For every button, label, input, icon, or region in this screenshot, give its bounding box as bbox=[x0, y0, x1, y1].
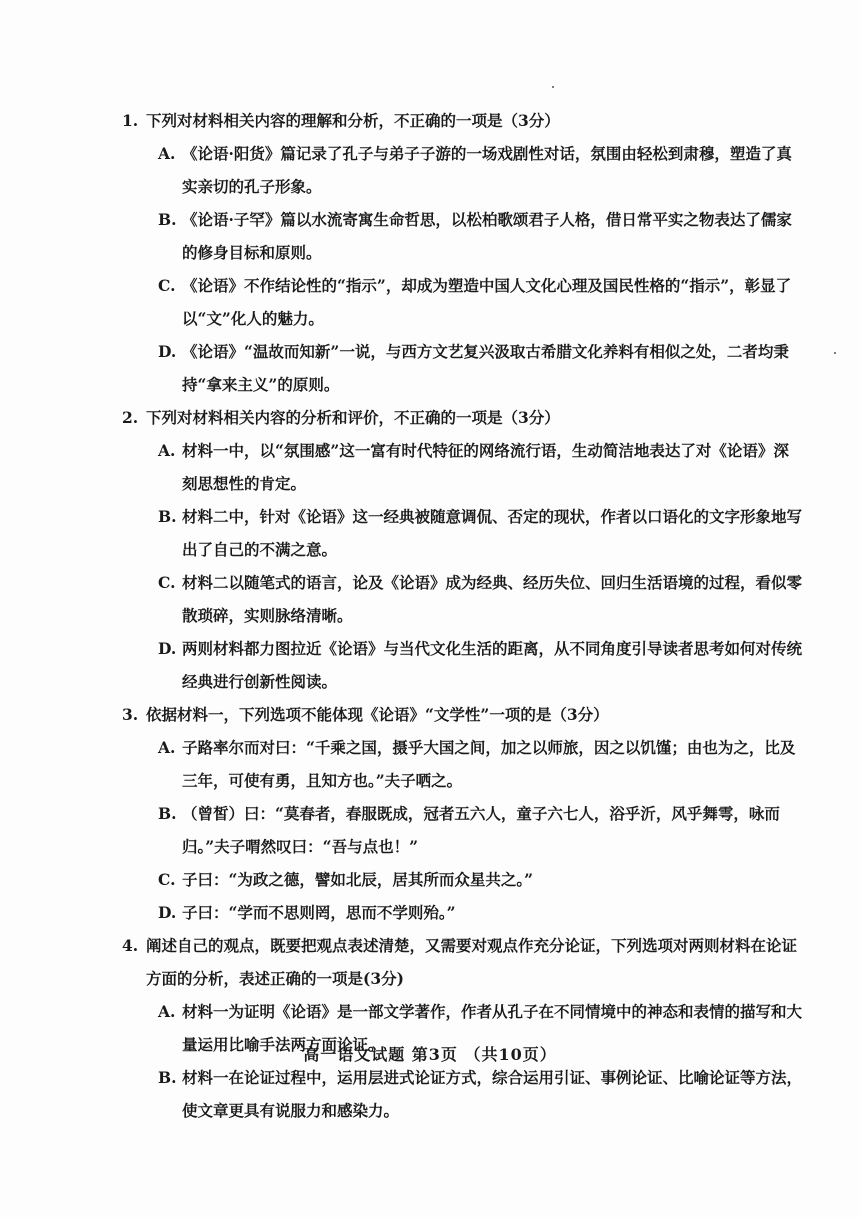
option-letter: A. bbox=[158, 1002, 176, 1021]
scan-speck bbox=[834, 352, 836, 354]
option-letter: C. bbox=[158, 276, 176, 295]
option-b bbox=[158, 1061, 802, 1127]
question-number: 2. bbox=[122, 408, 139, 427]
question-stem bbox=[122, 929, 802, 995]
question-stem bbox=[122, 104, 802, 137]
option-letter: D. bbox=[158, 639, 177, 658]
option-letter: B. bbox=[158, 804, 177, 823]
scan-speck bbox=[552, 86, 554, 88]
question-number: 3. bbox=[122, 705, 139, 724]
page-footer: 高一语文试题 第3页 （共10页） bbox=[303, 1045, 557, 1064]
question-2 bbox=[122, 401, 802, 698]
option-d bbox=[158, 335, 802, 401]
option-text: （曾皙）曰：“莫春者，春服既成，冠者五六人，童子六七人，浴乎沂，风乎舞雩，咏而归。”夫子喟然叹曰：“吾与点也！” bbox=[182, 804, 780, 856]
option-letter: A. bbox=[158, 144, 176, 163]
option-c bbox=[158, 566, 802, 632]
option-letter: B. bbox=[158, 1068, 177, 1087]
option-d bbox=[158, 896, 802, 929]
question-1 bbox=[122, 104, 802, 401]
option-text: 材料一在论证过程中，运用层进式论证方式，综合运用引证、事例论证、比喻论证等方法，使文章更具有说服力和感染力。 bbox=[182, 1068, 803, 1120]
question-list bbox=[122, 104, 802, 1127]
option-text: 《论语》“温故而知新”一说，与西方文艺复兴汲取古希腊文化养料有相似之处，二者均秉持“拿来主义”的原则。 bbox=[182, 342, 789, 394]
option-text: 材料一中，以“氛围感”这一富有时代特征的网络流行语，生动简洁地表达了对《论语》深刻思想性的肯定。 bbox=[182, 441, 789, 493]
option-b bbox=[158, 797, 802, 863]
option-text: 《论语·阳货》篇记录了孔子与弟子子游的一场戏剧性对话，氛围由轻松到肃穆，塑造了真实亲切的孔子形象。 bbox=[182, 144, 792, 196]
option-text: 材料二以随笔式的语言，论及《论语》成为经典、经历失位、回归生活语境的过程，看似零散琐碎，实则脉络清晰。 bbox=[182, 573, 803, 625]
option-letter: D. bbox=[158, 903, 177, 922]
option-c bbox=[158, 863, 802, 896]
option-text: 子曰：“学而不思则罔，思而不学则殆。” bbox=[182, 903, 456, 922]
question-stem bbox=[122, 698, 802, 731]
question-text: 下列对材料相关内容的理解和分析，不正确的一项是（3分） bbox=[146, 111, 560, 130]
option-text: 子曰：“为政之德，譬如北辰，居其所而众星共之。” bbox=[182, 870, 534, 889]
question-4 bbox=[122, 929, 802, 1127]
question-3 bbox=[122, 698, 802, 929]
option-a bbox=[158, 731, 802, 797]
option-text: 两则材料都力图拉近《论语》与当代文化生活的距离，从不同角度引导读者思考如何对传统经典进行创新性阅读。 bbox=[182, 639, 803, 691]
option-c bbox=[158, 269, 802, 335]
option-letter: B. bbox=[158, 507, 177, 526]
option-text: 子路率尔而对曰：“千乘之国，摄乎大国之间，加之以师旅，因之以饥馑；由也为之，比及三年，可使有勇，且知方也。”夫子哂之。 bbox=[182, 738, 796, 790]
option-a bbox=[158, 434, 802, 500]
option-b bbox=[158, 203, 802, 269]
option-letter: A. bbox=[158, 738, 176, 757]
option-text: 材料二中，针对《论语》这一经典被随意调侃、否定的现状，作者以口语化的文字形象地写出了自己的不满之意。 bbox=[182, 507, 803, 559]
option-a bbox=[158, 137, 802, 203]
option-b bbox=[158, 500, 802, 566]
option-letter: C. bbox=[158, 573, 176, 592]
option-letter: D. bbox=[158, 342, 177, 361]
option-text: 《论语》不作结论性的“指示”，却成为塑造中国人文化心理及国民性格的“指示”，彰显了以“文”化人的魅力。 bbox=[182, 276, 792, 328]
question-number: 4. bbox=[122, 936, 139, 955]
question-number: 1. bbox=[122, 111, 139, 130]
option-text: 材料一为证明《论语》是一部文学著作，作者从孔子在不同情境中的神态和表情的描写和大量运用比喻手法两方面论证。 bbox=[182, 1002, 803, 1054]
option-letter: C. bbox=[158, 870, 176, 889]
question-text: 依据材料一，下列选项不能体现《论语》“文学性”一项的是（3分） bbox=[146, 705, 609, 724]
option-letter: B. bbox=[158, 210, 177, 229]
option-d bbox=[158, 632, 802, 698]
question-stem bbox=[122, 401, 802, 434]
question-text: 阐述自己的观点，既要把观点表述清楚，又需要对观点作充分论证，下列选项对两则材料在论证方面的分析，表述正确的一项是(3分) bbox=[146, 936, 798, 988]
question-text: 下列对材料相关内容的分析和评价，不正确的一项是（3分） bbox=[146, 408, 560, 427]
option-letter: A. bbox=[158, 441, 176, 460]
option-text: 《论语·子罕》篇以水流寄寓生命哲思，以松柏歌颂君子人格，借日常平实之物表达了儒家的修身目标和原则。 bbox=[182, 210, 792, 262]
